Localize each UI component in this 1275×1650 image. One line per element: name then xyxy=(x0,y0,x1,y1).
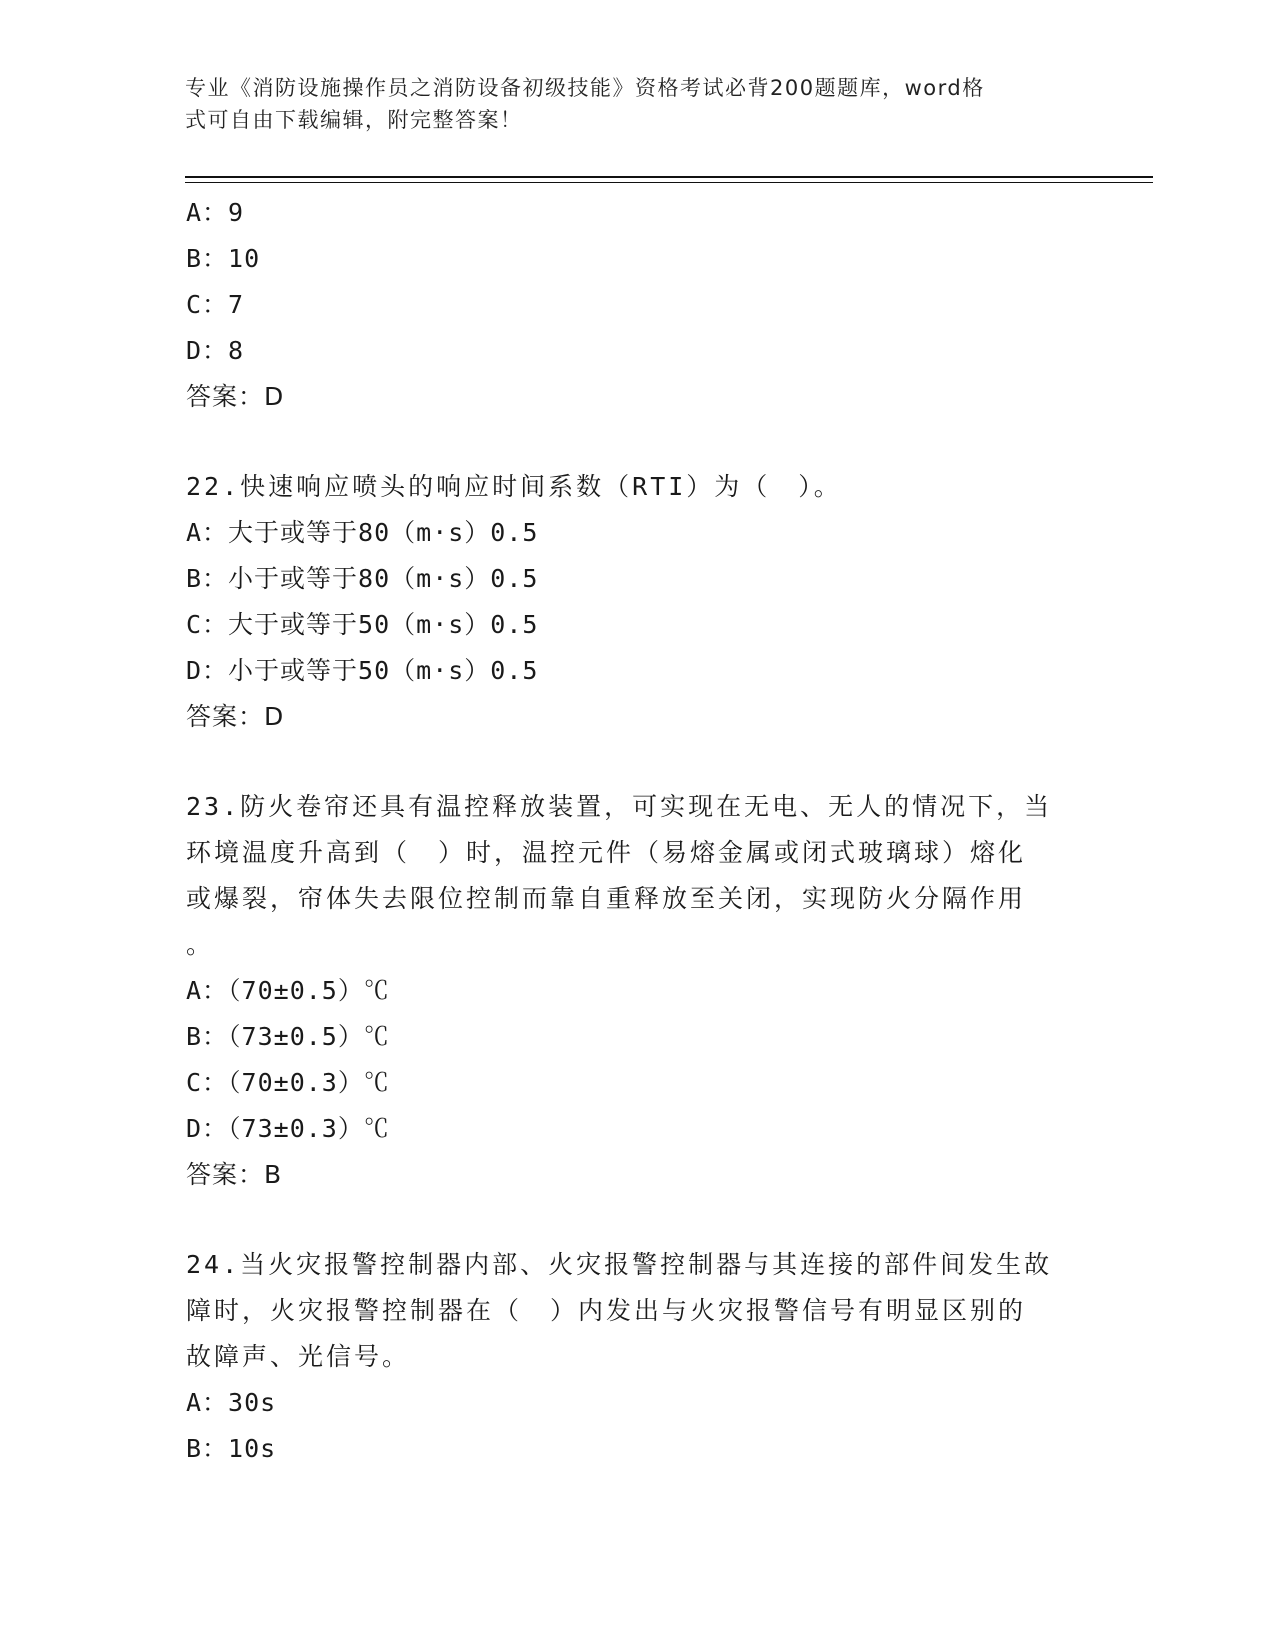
question-stem-line-3: 或爆裂，帘体失去限位控制而靠自重释放至关闭，实现防火分隔作用 xyxy=(186,884,1027,913)
question-content xyxy=(186,190,1086,1472)
question-stem-line-4: 。 xyxy=(186,930,215,959)
option-d: D：8 xyxy=(186,336,245,365)
question-23 xyxy=(186,784,1086,1198)
option-a: A：9 xyxy=(186,198,245,227)
header-rule-thick xyxy=(185,176,1153,178)
option-b: B：小于或等于80（m·s）0.5 xyxy=(186,564,539,593)
question-stem-line-1: 24.当火灾报警控制器内部、火灾报警控制器与其连接的部件间发生故 xyxy=(186,1250,1053,1279)
option-a: A：30s xyxy=(186,1388,277,1417)
answer-line: 答案：B xyxy=(186,1160,283,1189)
option-c: C：大于或等于50（m·s）0.5 xyxy=(186,610,539,639)
question-21-continuation xyxy=(186,190,1086,420)
question-stem: 22.快速响应喷头的响应时间系数（RTI）为（ ）。 xyxy=(186,472,842,501)
option-a: A：大于或等于80（m·s）0.5 xyxy=(186,518,539,547)
answer-line: 答案：D xyxy=(186,382,285,411)
question-stem-line-2: 环境温度升高到（ ）时，温控元件（易熔金属或闭式玻璃球）熔化 xyxy=(186,838,1027,867)
spacer xyxy=(186,740,1086,784)
option-a: A：（70±0.5）℃ xyxy=(186,976,390,1005)
option-d: D：小于或等于50（m·s）0.5 xyxy=(186,656,539,685)
header-rule-thin xyxy=(185,182,1153,183)
question-22 xyxy=(186,464,1086,740)
spacer xyxy=(186,1198,1086,1242)
option-c: C：7 xyxy=(186,290,245,319)
option-b: B：10 xyxy=(186,244,261,273)
question-stem-line-2: 障时，火灾报警控制器在（ ）内发出与火灾报警信号有明显区别的 xyxy=(186,1296,1027,1325)
option-d: D：（73±0.3）℃ xyxy=(186,1114,390,1143)
question-stem-line-3: 故障声、光信号。 xyxy=(186,1342,411,1371)
option-b: B：（73±0.5）℃ xyxy=(186,1022,390,1051)
option-b: B：10s xyxy=(186,1434,277,1463)
document-header xyxy=(185,72,1065,136)
question-stem-line-1: 23.防火卷帘还具有温控释放装置，可实现在无电、无人的情况下，当 xyxy=(186,792,1053,821)
question-24 xyxy=(186,1242,1086,1472)
header-line-2: 式可自由下载编辑，附完整答案！ xyxy=(185,108,523,132)
answer-line: 答案：D xyxy=(186,702,285,731)
spacer xyxy=(186,420,1086,464)
header-line-1: 专业《消防设施操作员之消防设备初级技能》资格考试必背200题题库，word格 xyxy=(185,76,985,100)
option-c: C：（70±0.3）℃ xyxy=(186,1068,390,1097)
